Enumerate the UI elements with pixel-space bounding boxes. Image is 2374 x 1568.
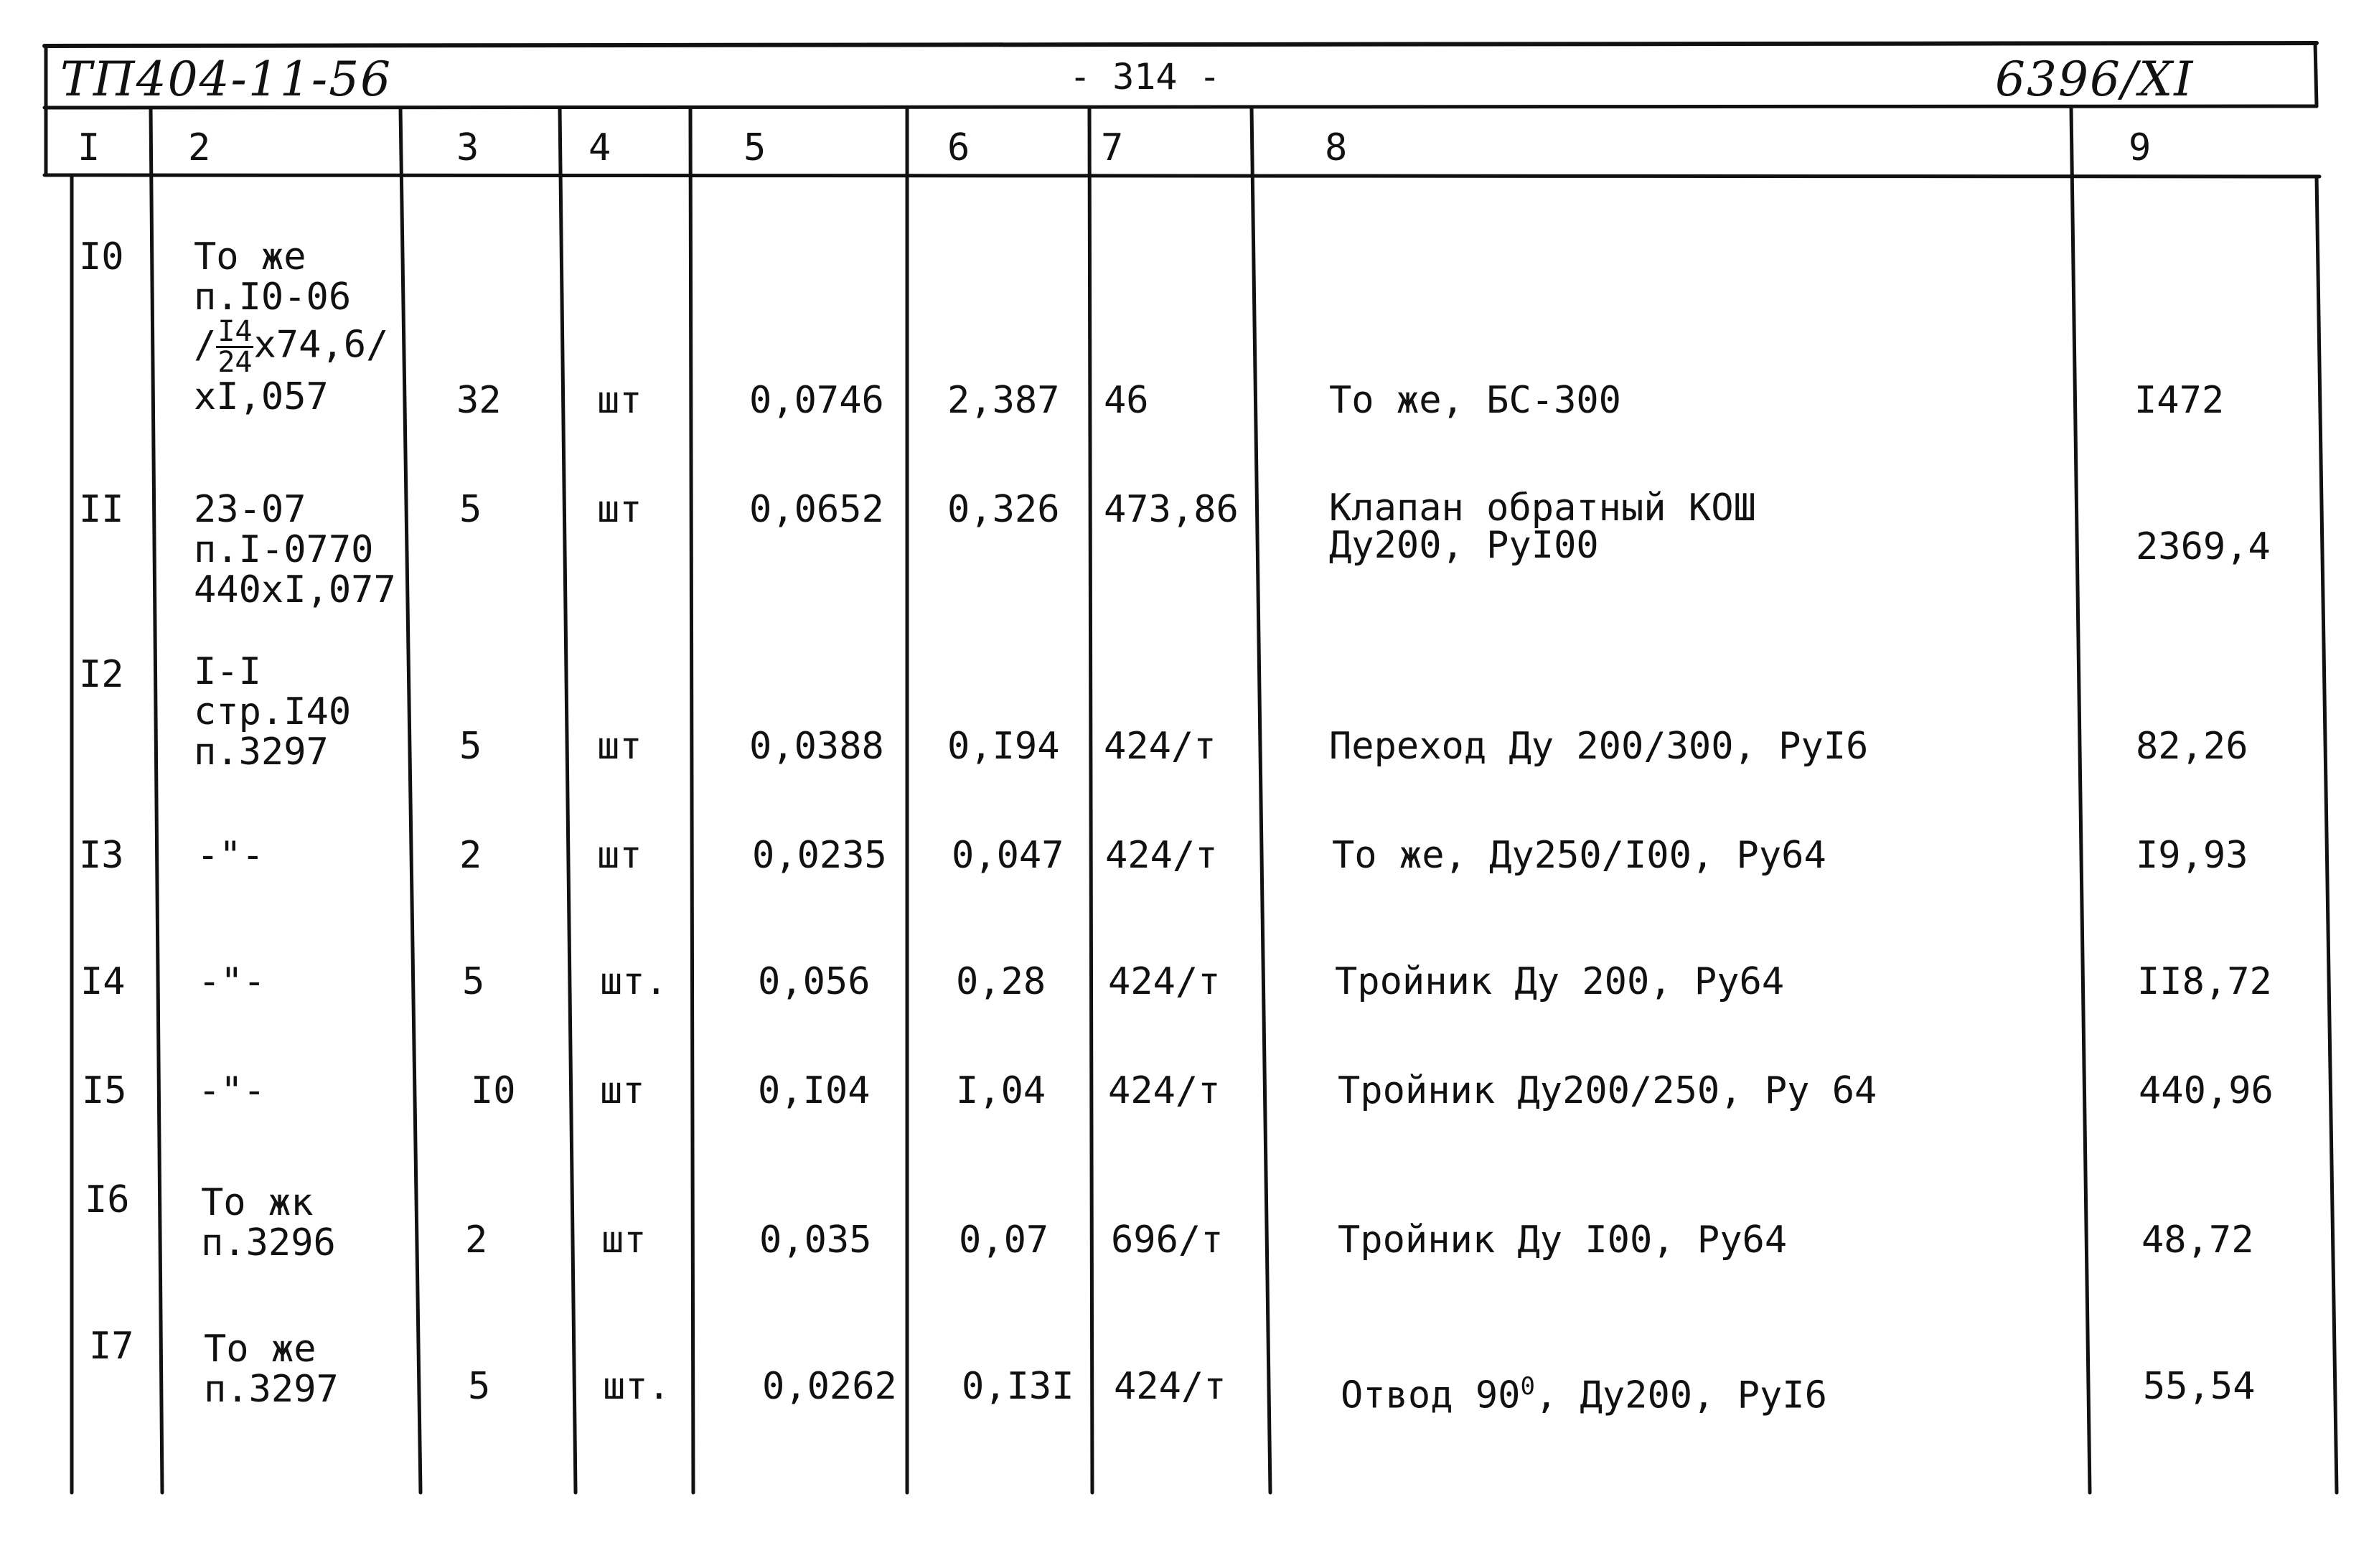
cost-cell: II8,72 bbox=[2137, 960, 2272, 1003]
price-cell: 424/т bbox=[1108, 960, 1221, 1003]
unit-weight-cell: 0,056 bbox=[758, 960, 871, 1003]
total-weight-cell: 0,07 bbox=[959, 1219, 1049, 1262]
top-border bbox=[44, 43, 2317, 46]
description-cell: То же, БС-300 bbox=[1329, 379, 1621, 422]
total-weight-cell: 0,I94 bbox=[947, 725, 1060, 768]
row-number: I4 bbox=[80, 960, 126, 1003]
cost-cell: 2369,4 bbox=[2136, 525, 2271, 568]
header-line-bottom bbox=[44, 175, 2319, 177]
degree-superscript: 0 bbox=[1520, 1372, 1535, 1401]
price-cell: 473,86 bbox=[1104, 488, 1239, 531]
price-cell: 424/т bbox=[1114, 1365, 1226, 1408]
col-header-3: 3 bbox=[456, 126, 479, 169]
col-line-9 bbox=[2071, 108, 2090, 1493]
sheet-code: 6396/XI bbox=[1995, 52, 2195, 107]
unit-weight-cell: 0,0652 bbox=[749, 488, 884, 531]
unit-cell: шт bbox=[597, 379, 642, 422]
col-header-2: 2 bbox=[188, 126, 211, 169]
unit-weight-cell: 0,0746 bbox=[749, 379, 884, 422]
unit-cell: шт. bbox=[603, 1365, 670, 1408]
cost-cell: I472 bbox=[2134, 379, 2225, 422]
col-header-7: 7 bbox=[1101, 126, 1124, 169]
row-number: I5 bbox=[82, 1069, 127, 1112]
quantity-cell: 5 bbox=[459, 725, 482, 768]
price-cell: 696/т bbox=[1111, 1219, 1224, 1262]
quantity-cell: 5 bbox=[459, 488, 482, 531]
price-cell: 424/т bbox=[1108, 1069, 1221, 1112]
quantity-cell: 2 bbox=[459, 834, 482, 877]
col-header-6: 6 bbox=[947, 126, 970, 169]
unit-cell: шт bbox=[597, 725, 642, 768]
description-cell: Переход Ду 200/300, РуI6 bbox=[1329, 725, 1869, 768]
doc-code: ТП404-11-56 bbox=[60, 52, 393, 107]
unit-cell: шт bbox=[597, 488, 642, 531]
page-number: - 314 - bbox=[1069, 56, 1221, 98]
reference-cell: То же п.3297 bbox=[204, 1328, 339, 1411]
row-number: I7 bbox=[89, 1325, 134, 1368]
total-weight-cell: 0,047 bbox=[952, 834, 1064, 877]
unit-cell: шт bbox=[601, 1219, 647, 1262]
description-cell: То же, Ду250/I00, Ру64 bbox=[1332, 834, 1826, 877]
fraction: $\frac{I4}{24}$ bbox=[217, 315, 253, 379]
description-cell: Тройник Ду 200, Ру64 bbox=[1335, 960, 1785, 1003]
col-header-9: 9 bbox=[2129, 126, 2152, 169]
unit-cell: шт bbox=[597, 834, 642, 877]
col-line-7 bbox=[1089, 108, 1092, 1493]
quantity-cell: 5 bbox=[462, 960, 485, 1003]
col-header-4: 4 bbox=[588, 126, 611, 169]
row-number: I0 bbox=[79, 235, 124, 278]
unit-cell: шт. bbox=[600, 960, 667, 1003]
reference-cell: То жк п.3296 bbox=[201, 1181, 336, 1264]
cost-cell: 55,54 bbox=[2143, 1365, 2256, 1408]
col-header-8: 8 bbox=[1325, 126, 1348, 169]
unit-weight-cell: 0,035 bbox=[759, 1219, 872, 1262]
reference-cell: -"- bbox=[198, 960, 266, 1003]
reference-cell: -"- bbox=[198, 1069, 266, 1112]
description-cell: Клапан обратный КОШ Ду200, РуI00 bbox=[1329, 487, 1756, 567]
reference-cell: I-I стр.I40 п.3297 bbox=[194, 650, 352, 774]
price-cell: 424/т bbox=[1104, 725, 1216, 768]
right-border bbox=[2317, 177, 2337, 1493]
row-number: I6 bbox=[85, 1178, 130, 1221]
row-number: I3 bbox=[79, 834, 124, 877]
cost-cell: 82,26 bbox=[2136, 725, 2248, 768]
total-weight-cell: 0,I3I bbox=[962, 1365, 1074, 1408]
total-weight-cell: 2,387 bbox=[947, 379, 1060, 422]
reference-cell: -"- bbox=[197, 834, 264, 877]
total-weight-cell: 0,326 bbox=[947, 488, 1060, 531]
col-line-5 bbox=[690, 108, 693, 1493]
reference-cell: То же п.I0-06 / $\frac{I4}{24}$ x74,6/ xI,057 bbox=[194, 235, 389, 418]
unit-weight-cell: 0,I04 bbox=[758, 1069, 871, 1112]
col-header-5: 5 bbox=[743, 126, 766, 169]
total-weight-cell: 0,28 bbox=[956, 960, 1046, 1003]
quantity-cell: 2 bbox=[465, 1219, 488, 1262]
right-border-top bbox=[2315, 43, 2317, 106]
quantity-cell: 32 bbox=[456, 379, 502, 422]
price-cell: 424/т bbox=[1105, 834, 1218, 877]
cost-cell: 48,72 bbox=[2141, 1219, 2254, 1262]
unit-cell: шт bbox=[600, 1069, 645, 1112]
price-cell: 46 bbox=[1104, 379, 1149, 422]
col-line-4 bbox=[560, 108, 576, 1493]
col-line-3 bbox=[400, 108, 421, 1493]
row-number: II bbox=[79, 488, 124, 531]
description-cell: Отвод $90^0$, Ду200, РуI6 bbox=[1341, 1372, 1827, 1417]
total-weight-cell: I,04 bbox=[956, 1069, 1046, 1112]
col-header-1: I bbox=[78, 126, 100, 169]
quantity-cell: 5 bbox=[468, 1365, 491, 1408]
col-line-2 bbox=[151, 108, 162, 1493]
cost-cell: 440,96 bbox=[2139, 1069, 2274, 1112]
unit-weight-cell: 0,0235 bbox=[752, 834, 887, 877]
unit-weight-cell: 0,0388 bbox=[749, 725, 884, 768]
quantity-cell: I0 bbox=[471, 1069, 516, 1112]
row-number: I2 bbox=[79, 653, 124, 696]
description-cell: Тройник Ду I00, Ру64 bbox=[1338, 1219, 1788, 1262]
reference-cell: 23-07 п.I-0770 440xI,077 bbox=[194, 488, 396, 611]
cost-cell: I9,93 bbox=[2136, 834, 2248, 877]
col-line-8 bbox=[1252, 108, 1270, 1493]
unit-weight-cell: 0,0262 bbox=[762, 1365, 897, 1408]
description-cell: Тройник Ду200/250, Ру 64 bbox=[1338, 1069, 1877, 1112]
